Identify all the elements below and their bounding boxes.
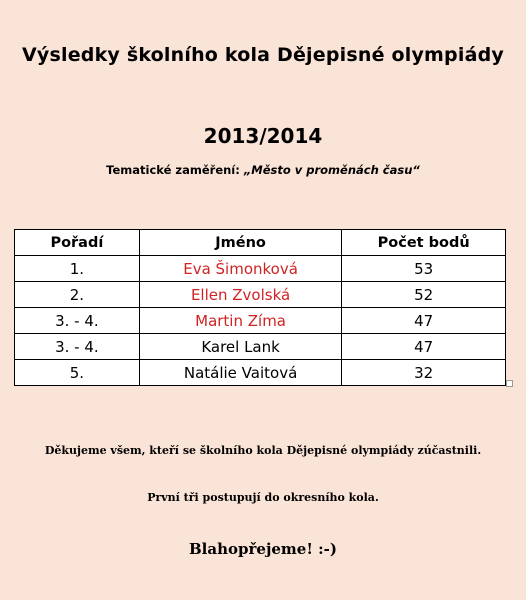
name-cell: Natálie Vaitová: [139, 360, 342, 386]
header-name: Jméno: [139, 230, 342, 256]
table-header-row: [15, 230, 506, 256]
header-rank: Pořadí: [15, 230, 140, 256]
document-title: Výsledky školního kola Dějepisné olympiády: [22, 44, 504, 66]
theme-label: Tematické zaměření:: [106, 163, 244, 177]
table-resize-handle[interactable]: [506, 380, 513, 387]
rank-cell: 5.: [15, 360, 140, 386]
theme-line: [0, 163, 526, 177]
table-row: [15, 308, 506, 334]
points-cell: 47: [342, 308, 506, 334]
header-points: Počet bodů: [342, 230, 506, 256]
results-table: [14, 229, 506, 386]
theme-value: „Město v proměnách času“: [243, 163, 420, 177]
rank-cell: 3. - 4.: [15, 334, 140, 360]
advance-text: První tři postupují do okresního kola.: [147, 491, 379, 504]
name-cell: Martin Zíma: [139, 308, 342, 334]
table-row: [15, 256, 506, 282]
congrats-text: Blahopřejeme! :-): [189, 540, 337, 558]
points-cell: 53: [342, 256, 506, 282]
points-cell: 52: [342, 282, 506, 308]
thanks-text: Děkujeme všem, kteří se školního kola Dějepisné olympiády zúčastnili.: [44, 444, 482, 457]
table-row: [15, 334, 506, 360]
points-cell: 32: [342, 360, 506, 386]
rank-cell: 1.: [15, 256, 140, 282]
table-row: [15, 282, 506, 308]
name-cell: Karel Lank: [139, 334, 342, 360]
table-row: [15, 360, 506, 386]
name-cell: Eva Šimonková: [139, 256, 342, 282]
rank-cell: 2.: [15, 282, 140, 308]
rank-cell: 3. - 4.: [15, 308, 140, 334]
school-year: 2013/2014: [203, 124, 323, 148]
name-cell: Ellen Zvolská: [139, 282, 342, 308]
points-cell: 47: [342, 334, 506, 360]
